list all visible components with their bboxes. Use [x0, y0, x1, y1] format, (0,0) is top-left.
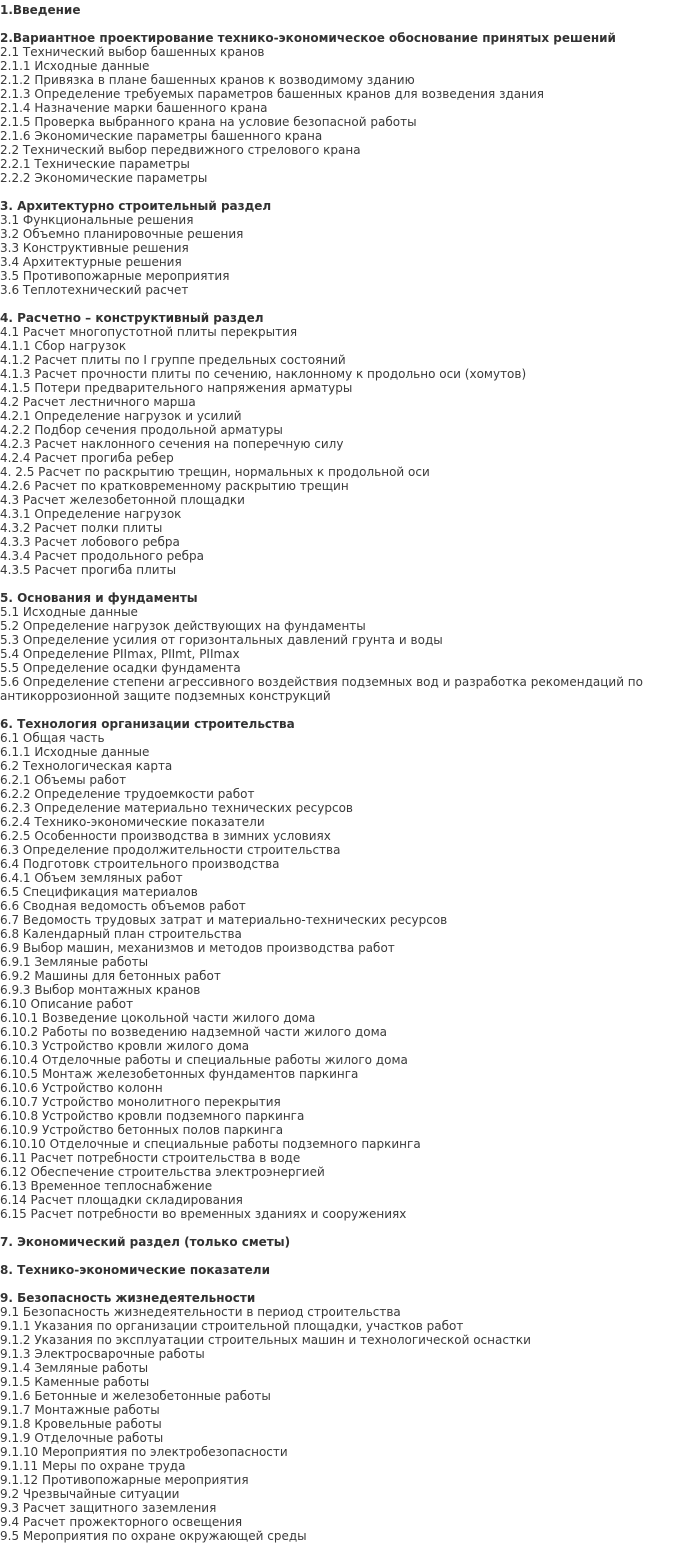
section-heading: 2.Вариантное проектирование технико-экономическое обоснование принятых решений — [0, 31, 616, 45]
toc-item: 6.10.7 Устройство монолитного перекрытия — [0, 1095, 281, 1109]
toc-item: 3.3 Конструктивные решения — [0, 241, 189, 255]
section-heading: 6. Технология организации строительства — [0, 717, 295, 731]
toc-item: 6.6 Сводная ведомость объемов работ — [0, 899, 246, 913]
toc-item: 9.1.7 Монтажные работы — [0, 1403, 160, 1417]
toc-item: 4.2.2 Подбор сечения продольной арматуры — [0, 423, 283, 437]
toc-item: 4.1.3 Расчет прочности плиты по сечению, наклонному к продольно оси (хомутов) — [0, 367, 527, 381]
toc-item: 4.3.3 Расчет лобового ребра — [0, 535, 180, 549]
toc-item: 6.13 Временное теплоснабжение — [0, 1179, 213, 1193]
section-heading: 1.Введение — [0, 3, 81, 17]
section-heading: 7. Экономический раздел (только сметы) — [0, 1235, 291, 1249]
toc-item: 6.2.3 Определение материально технических ресурсов — [0, 801, 353, 815]
toc-item: 6.10.8 Устройство кровли подземного паркинга — [0, 1109, 305, 1123]
section-heading: 3. Архитектурно строительный раздел — [0, 199, 272, 213]
toc-item: 9.1.11 Меры по охране труда — [0, 1459, 186, 1473]
toc-item: 6.8 Календарный план строительства — [0, 927, 242, 941]
toc-item: 4.1 Расчет многопустотной плиты перекрытия — [0, 325, 298, 339]
toc-item: 6.14 Расчет площадки складирования — [0, 1193, 243, 1207]
toc-item: 3.1 Функциональные решения — [0, 213, 194, 227]
toc-item: 4.1.1 Сбор нагрузок — [0, 339, 127, 353]
toc-item: 4.3.2 Расчет полки плиты — [0, 521, 163, 535]
toc-item: 9.1.3 Электросварочные работы — [0, 1347, 205, 1361]
toc-item: 6.9 Выбор машин, механизмов и методов производства работ — [0, 941, 395, 955]
toc-item: 6.10.6 Устройство колонн — [0, 1081, 163, 1095]
toc-item: 9.1.12 Противопожарные мероприятия — [0, 1473, 249, 1487]
toc-item: 9.1.4 Земляные работы — [0, 1361, 149, 1375]
toc-item: 9.4 Расчет прожекторного освещения — [0, 1515, 243, 1529]
toc-item: 4.3.4 Расчет продольного ребра — [0, 549, 205, 563]
toc-item: 6.2.4 Технико-экономические показатели — [0, 815, 265, 829]
toc-item: 6.3 Определение продолжительности строительства — [0, 843, 341, 857]
toc-item: 9.1.9 Отделочные работы — [0, 1431, 164, 1445]
toc-item: 4.2.4 Расчет прогиба ребер — [0, 451, 174, 465]
toc-section — [0, 31, 700, 185]
section-heading: 5. Основания и фундаменты — [0, 591, 198, 605]
toc-item: 9.1.1 Указания по организации строительной площадки, участков работ — [0, 1319, 464, 1333]
toc-item: 2.1.6 Экономические параметры башенного крана — [0, 129, 323, 143]
toc-item: 9.5 Мероприятия по охране окружающей среды — [0, 1529, 307, 1543]
toc-item: 6.1 Общая часть — [0, 731, 105, 745]
toc-section — [0, 591, 700, 703]
toc-item: 4.2.1 Определение нагрузок и усилий — [0, 409, 242, 423]
toc-item: 6.10.3 Устройство кровли жилого дома — [0, 1039, 250, 1053]
toc-item: 9.1.5 Каменные работы — [0, 1375, 150, 1389]
toc-item: 6.4.1 Объем земляных работ — [0, 871, 183, 885]
toc-section — [0, 1263, 700, 1277]
toc-item: 3.6 Теплотехнический расчет — [0, 283, 189, 297]
toc-item: 6.2 Технологическая карта — [0, 759, 173, 773]
section-heading: 4. Расчетно – конструктивный раздел — [0, 311, 264, 325]
toc-item: 6.10.4 Отделочные работы и специальные работы жилого дома — [0, 1053, 408, 1067]
toc-item: 2.2.1 Технические параметры — [0, 157, 190, 171]
toc-item: 6.10.9 Устройство бетонных полов паркинга — [0, 1123, 284, 1137]
toc-item: 6.10.5 Монтаж железобетонных фундаментов паркинга — [0, 1067, 359, 1081]
toc-item: 3.2 Объемно планировочные решения — [0, 227, 244, 241]
toc-item: 5.1 Исходные данные — [0, 605, 138, 619]
toc-item: 5.3 Определение усилия от горизонтальных давлений грунта и воды — [0, 633, 443, 647]
toc-section — [0, 311, 700, 577]
toc-item: 9.3 Расчет защитного заземления — [0, 1501, 217, 1515]
toc-item: 6.15 Расчет потребности во временных зданиях и сооружениях — [0, 1207, 407, 1221]
toc-item: 6.2.5 Особенности производства в зимних условиях — [0, 829, 331, 843]
toc-item: 6.10.1 Возведение цокольной части жилого дома — [0, 1011, 316, 1025]
toc-item: 6.5 Спецификация материалов — [0, 885, 198, 899]
toc-item: 9.1.10 Мероприятия по электробезопасности — [0, 1445, 288, 1459]
toc-item: 2.1.3 Определение требуемых параметров башенных кранов для возведения здания — [0, 87, 544, 101]
toc-item: 9.1.8 Кровельные работы — [0, 1417, 162, 1431]
toc-item: 3.5 Противопожарные мероприятия — [0, 269, 230, 283]
toc-item: 6.1.1 Исходные данные — [0, 745, 150, 759]
toc-item: 6.10 Описание работ — [0, 997, 134, 1011]
toc-item: 2.2 Технический выбор передвижного стрелового крана — [0, 143, 361, 157]
toc-item: 4.3.5 Расчет прогиба плиты — [0, 563, 177, 577]
toc-item: 2.2.2 Экономические параметры — [0, 171, 208, 185]
toc-section — [0, 1235, 700, 1249]
toc-item: 4.2.6 Расчет по кратковременному раскрытию трещин — [0, 479, 349, 493]
toc-section — [0, 199, 700, 297]
toc-item: 4.3 Расчет железобетонной площадки — [0, 493, 245, 507]
toc-section — [0, 3, 700, 17]
toc-item: 6.12 Обеспечение строительства электроэнергией — [0, 1165, 325, 1179]
toc-item: 3.4 Архитектурные решения — [0, 255, 182, 269]
toc-item: 2.1.5 Проверка выбранного крана на условие безопасной работы — [0, 115, 417, 129]
toc-item: 9.1 Безопасность жизнедеятельности в период строительства — [0, 1305, 401, 1319]
toc-item: 4.2 Расчет лестничного марша — [0, 395, 196, 409]
toc-item: 4.1.5 Потери предварительного напряжения арматуры — [0, 381, 353, 395]
toc-item: 6.2.1 Объемы работ — [0, 773, 127, 787]
toc-item: 6.4 Подготовк строительного производства — [0, 857, 280, 871]
toc-item: 2.1.2 Привязка в плане башенных кранов к возводимому зданию — [0, 73, 415, 87]
toc-section — [0, 717, 700, 1221]
toc-item: 4. 2.5 Расчет по раскрытию трещин, нормальных к продольной оси — [0, 465, 430, 479]
toc-item: 6.10.10 Отделочные и специальные работы подземного паркинга — [0, 1137, 421, 1151]
toc-item: 2.1.4 Назначение марки башенного крана — [0, 101, 268, 115]
toc-item: 4.2.3 Расчет наклонного сечения на поперечную силу — [0, 437, 344, 451]
toc-item: 9.1.2 Указания по эксплуатации строительных машин и технологической оснастки — [0, 1333, 531, 1347]
toc-item: 5.6 Определение степени агрессивного воздействия подземных вод и разработка рекомендаций по антикоррозионной защите подземных конструкций — [0, 675, 643, 703]
toc-item: 6.11 Расчет потребности строительства в воде — [0, 1151, 301, 1165]
toc-item: 6.7 Ведомость трудовых затрат и материально-технических ресурсов — [0, 913, 448, 927]
toc-item: 5.4 Определение PIImax, PIImt, PIImax — [0, 647, 240, 661]
toc-item: 5.5 Определение осадки фундамента — [0, 661, 241, 675]
toc-item: 6.9.3 Выбор монтажных кранов — [0, 983, 201, 997]
toc-item: 4.1.2 Расчет плиты по I группе предельных состояний — [0, 353, 346, 367]
toc-section — [0, 1291, 700, 1543]
toc-item: 6.9.1 Земляные работы — [0, 955, 149, 969]
section-heading: 8. Технико-экономические показатели — [0, 1263, 270, 1277]
toc-item: 2.1.1 Исходные данные — [0, 59, 150, 73]
toc-item: 5.2 Определение нагрузок действующих на фундаменты — [0, 619, 366, 633]
toc-item: 6.9.2 Машины для бетонных работ — [0, 969, 221, 983]
toc-item: 9.1.6 Бетонные и железобетонные работы — [0, 1389, 271, 1403]
toc-item: 9.2 Чрезвычайные ситуации — [0, 1487, 180, 1501]
toc-item: 2.1 Технический выбор башенных кранов — [0, 45, 265, 59]
toc-item: 6.2.2 Определение трудоемкости работ — [0, 787, 255, 801]
toc-item: 4.3.1 Определение нагрузок — [0, 507, 182, 521]
section-heading: 9. Безопасность жизнедеятельности — [0, 1291, 256, 1305]
toc-item: 6.10.2 Работы по возведению надземной части жилого дома — [0, 1025, 387, 1039]
